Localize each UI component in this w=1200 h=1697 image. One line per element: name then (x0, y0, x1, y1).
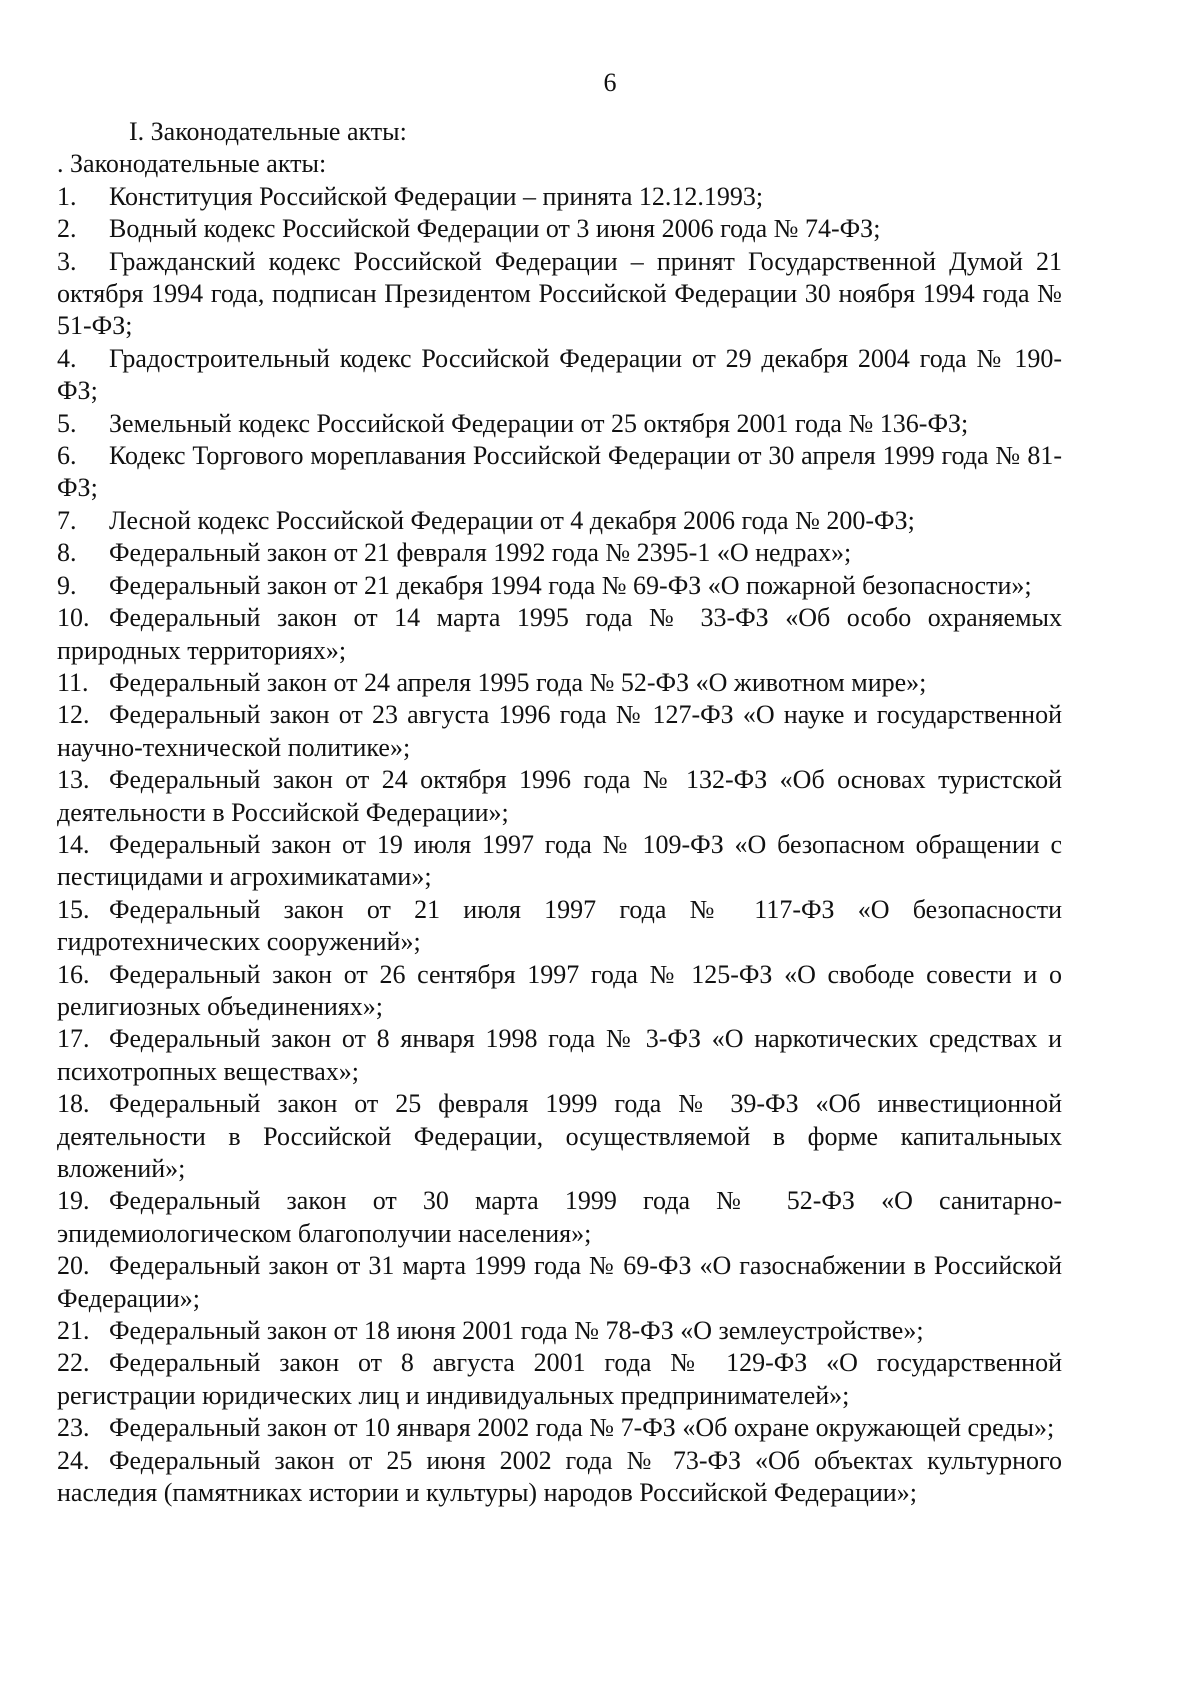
list-item-text: Федеральный закон от 24 апреля 1995 года № 52-ФЗ «О животном мире»; (109, 667, 927, 697)
list-item-text: Федеральный закон от 21 февраля 1992 года № 2395-1 «О недрах»; (109, 538, 852, 568)
legislation-list (57, 181, 1062, 1510)
list-item-number: 23. (57, 1413, 90, 1443)
list-item-text: Гражданский кодекс Российской Федерации – принят Государственной Думой 21 октября 1994 года, подписан Президентом Российской Федерации 30 ноября 1994 года № 51-ФЗ; (57, 246, 1062, 341)
list-item-text: Федеральный закон от 25 февраля 1999 года № 39-ФЗ «Об инвестиционной деятельности в Российской Федерации, осуществляемой в форме капитальныых вложений»; (57, 1089, 1062, 1183)
list-item-number: 11. (57, 667, 89, 697)
list-item (57, 537, 1062, 569)
list-item-text: Федеральный закон от 31 марта 1999 года № 69-ФЗ «О газоснабжении в Российской Федерации»; (57, 1251, 1062, 1313)
list-item-text: Федеральный закон от 26 сентября 1997 года № 125-ФЗ «О свободе совести и о религиозных объединениях»; (57, 959, 1062, 1021)
list-item-number: 1. (57, 181, 77, 211)
list-item-text: Кодекс Торгового мореплавания Российской Федерации от 30 апреля 1999 года № 81-ФЗ; (57, 441, 1062, 503)
list-item-number: 4. (57, 343, 77, 373)
list-item-number: 19. (57, 1186, 90, 1216)
list-item-number: 3. (57, 246, 77, 276)
list-item-number: 24. (57, 1445, 90, 1475)
list-item (57, 667, 1062, 699)
list-item (57, 1185, 1062, 1250)
list-item-text: Федеральный закон от 14 марта 1995 года № 33-ФЗ «Об особо охраняемых природных территориях»; (57, 603, 1062, 665)
list-item (57, 829, 1062, 894)
list-item (57, 1315, 1062, 1347)
list-item-number: 17. (57, 1024, 90, 1054)
list-item (57, 1250, 1062, 1315)
list-item (57, 1088, 1062, 1185)
list-item (57, 246, 1062, 343)
list-item-number: 20. (57, 1251, 90, 1281)
list-item-text: Водный кодекс Российской Федерации от 3 июня 2006 года № 74-ФЗ; (109, 214, 881, 244)
list-item (57, 440, 1062, 505)
document-body (57, 116, 1062, 1509)
list-item-text: Федеральный закон от 25 июня 2002 года № 73-ФЗ «Об объектах культурного наследия (памятниках истории и культуры) народов Российской Федерации»; (57, 1445, 1062, 1508)
section-subheading: . Законодательные акты: (57, 149, 327, 179)
list-item-number: 5. (57, 408, 77, 438)
list-item (57, 1347, 1062, 1412)
list-item-number: 2. (57, 214, 77, 244)
list-item-text: Федеральный закон от 8 августа 2001 года № 129-ФЗ «О государственной регистрации юридических лиц и индивидуальных предпринимателей»; (57, 1348, 1062, 1410)
list-item-text: Градостроительный кодекс Российской Федерации от 29 декабря 2004 года № 190-ФЗ; (57, 343, 1062, 406)
list-item (57, 894, 1062, 959)
list-item (57, 213, 1062, 245)
list-item (57, 959, 1062, 1024)
list-item-number: 8. (57, 538, 77, 568)
list-item-number: 6. (57, 441, 77, 471)
list-item-text: Земельный кодекс Российской Федерации от 25 октября 2001 года № 136-ФЗ; (109, 408, 969, 438)
list-item-text: Федеральный закон от 21 июля 1997 года № 117-ФЗ «О безопасности гидротехнических сооружений»; (57, 894, 1062, 957)
list-item-text: Федеральный закон от 23 августа 1996 года № 127-ФЗ «О науке и государственной научно-технической политике»; (57, 700, 1062, 762)
list-item (57, 408, 1062, 440)
list-item-text: Федеральный закон от 21 декабря 1994 года № 69-ФЗ «О пожарной безопасности»; (109, 570, 1032, 600)
list-item (57, 602, 1062, 667)
list-item-text: Федеральный закон от 19 июля 1997 года № 109-ФЗ «О безопасном обращении с пестицидами и агрохимикатами»; (57, 829, 1062, 892)
list-item-number: 9. (57, 570, 77, 600)
list-item-number: 7. (57, 505, 77, 535)
list-item-number: 13. (57, 765, 90, 795)
list-item (57, 1412, 1062, 1444)
list-item (57, 699, 1062, 764)
list-item-number: 22. (57, 1348, 90, 1378)
list-item-number: 21. (57, 1316, 90, 1346)
list-item-number: 18. (57, 1089, 90, 1119)
list-item-text: Лесной кодекс Российской Федерации от 4 декабря 2006 года № 200-ФЗ; (109, 505, 915, 535)
section-heading: I. Законодательные акты: (129, 117, 407, 146)
list-item-text: Федеральный закон от 10 января 2002 года № 7-ФЗ «Об охране окружающей среды»; (109, 1413, 1055, 1443)
list-item-text: Федеральный закон от 8 января 1998 года № 3-ФЗ «О наркотических средствах и психотропных веществах»; (57, 1024, 1062, 1086)
list-item-number: 12. (57, 700, 90, 730)
list-item-number: 10. (57, 603, 90, 633)
list-item-text: Федеральный закон от 24 октября 1996 года № 132-ФЗ «Об основах туристской деятельности в Российской Федерации»; (57, 765, 1062, 827)
list-item (57, 764, 1062, 829)
page-number: 6 (603, 68, 617, 97)
list-item-text: Федеральный закон от 30 марта 1999 года № 52-ФЗ «О санитарно-эпидемиологическом благополучии населения»; (57, 1186, 1062, 1248)
list-item-text: Федеральный закон от 18 июня 2001 года № 78-ФЗ «О землеустройстве»; (109, 1316, 924, 1346)
list-item (57, 343, 1062, 408)
list-item (57, 505, 1062, 537)
list-item (57, 570, 1062, 602)
list-item (57, 1023, 1062, 1088)
list-item-text: Конституция Российской Федерации – принята 12.12.1993; (109, 181, 764, 211)
list-item-number: 16. (57, 959, 90, 989)
list-item (57, 1445, 1062, 1510)
list-item (57, 181, 1062, 213)
list-item-number: 15. (57, 894, 90, 924)
list-item-number: 14. (57, 829, 90, 859)
